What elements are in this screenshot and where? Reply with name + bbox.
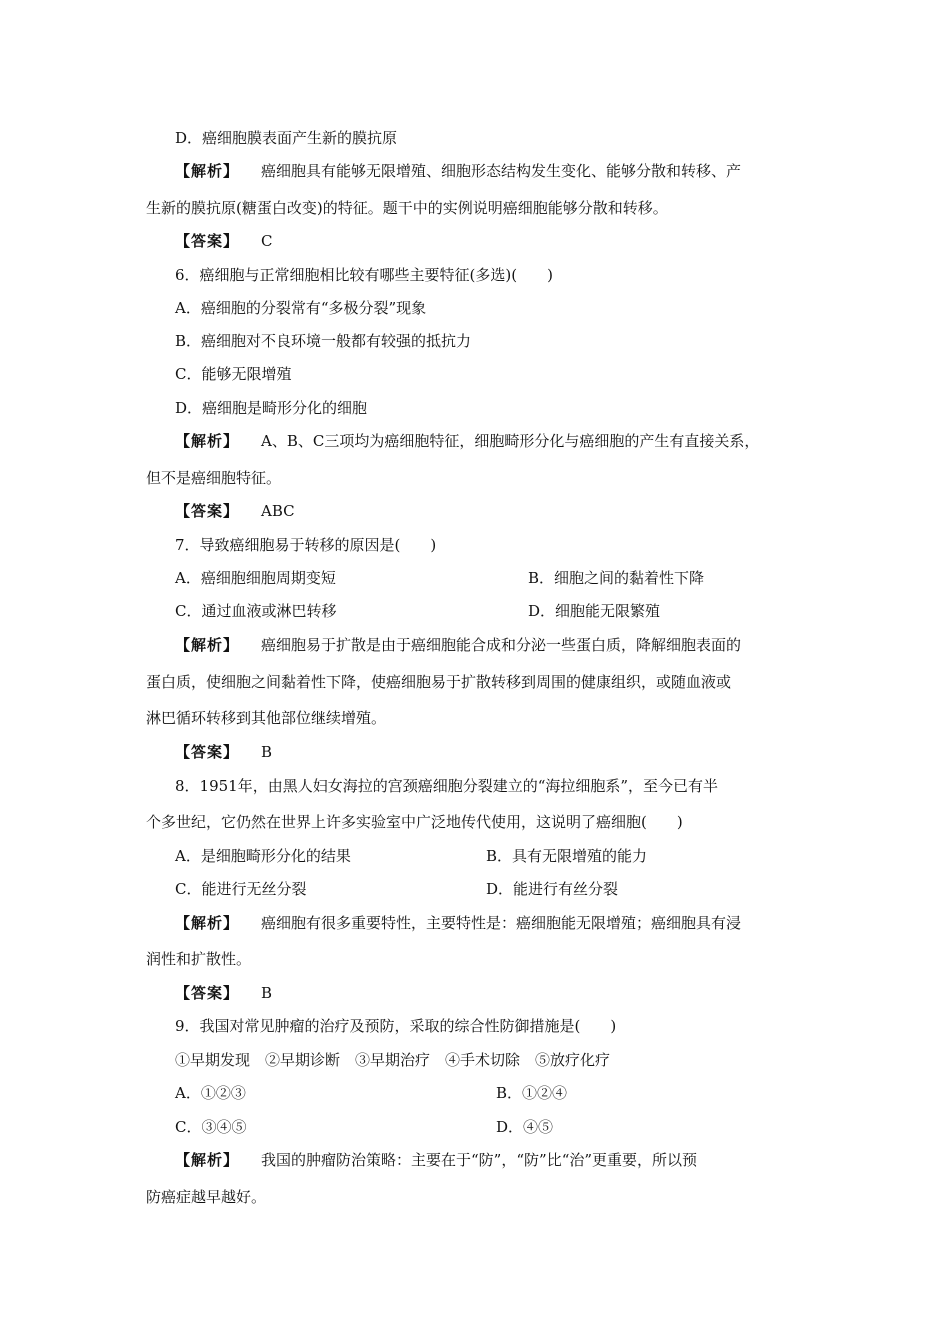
q9-items: ①早期发现 ②早期诊断 ③早期治疗 ④手术切除 ⑤放疗化疗 (175, 1051, 611, 1069)
q7-explanation-cont: 淋巴循环转移到其他部位继续增殖。 (146, 709, 387, 727)
answer-value: B (261, 984, 273, 1002)
answer-value: C (261, 232, 273, 250)
q8-explanation-cont: 润性和扩散性。 (146, 950, 252, 968)
q7-option-a: A．癌细胞细胞周期变短 (175, 569, 336, 587)
explanation-tag: 【解析】 (175, 432, 240, 450)
q8-stem: 8．1951年，由黑人妇女海拉的宫颈癌细胞分裂建立的“海拉细胞系”，至今已有半 (175, 777, 719, 795)
q7-option-d: D．细胞能无限繁殖 (528, 602, 661, 620)
q8-explanation (175, 913, 741, 933)
q8-option-c: C．能进行无丝分裂 (175, 880, 307, 898)
q9-option-d: D．④⑤ (496, 1118, 554, 1136)
q6-answer (175, 501, 295, 521)
answer-tag: 【答案】 (175, 502, 240, 520)
q5-explanation-cont: 生新的膜抗原(糖蛋白改变)的特征。题干中的实例说明癌细胞能够分散和转移。 (146, 199, 668, 217)
answer-tag: 【答案】 (175, 743, 240, 761)
q7-option-c: C．通过血液或淋巴转移 (175, 602, 337, 620)
q7-answer (175, 742, 272, 762)
q8-option-d: D．能进行有丝分裂 (486, 880, 619, 898)
q6-explanation-cont: 但不是癌细胞特征。 (146, 469, 282, 487)
q9-explanation (175, 1150, 697, 1170)
answer-value: B (261, 743, 273, 761)
answer-value: ABC (261, 502, 295, 520)
answer-tag: 【答案】 (175, 984, 240, 1002)
q8-stem-cont: 个多世纪，它仍然在世界上许多实验室中广泛地传代使用，这说明了癌细胞( ) (146, 813, 683, 831)
q7-explanation (175, 635, 741, 655)
answer-tag: 【答案】 (175, 232, 240, 250)
q7-option-b: B．细胞之间的黏着性下降 (528, 569, 705, 587)
explanation-text: 癌细胞易于扩散是由于癌细胞能合成和分泌一些蛋白质，降解细胞表面的 (261, 636, 742, 654)
q6-stem: 6．癌细胞与正常细胞相比较有哪些主要特征(多选)( ) (175, 266, 553, 284)
explanation-tag: 【解析】 (175, 636, 240, 654)
q9-explanation-cont: 防癌症越早越好。 (146, 1188, 267, 1206)
q5-answer (175, 231, 273, 251)
explanation-tag: 【解析】 (175, 162, 240, 180)
explanation-text: A、B、C三项均为癌细胞特征，细胞畸形分化与癌细胞的产生有直接关系， (261, 432, 760, 450)
explanation-tag: 【解析】 (175, 914, 240, 932)
q6-option-c: C．能够无限增殖 (175, 365, 292, 383)
q9-stem: 9．我国对常见肿瘤的治疗及预防，采取的综合性防御措施是( ) (175, 1017, 617, 1035)
q8-answer (175, 983, 272, 1003)
q7-stem: 7．导致癌细胞易于转移的原因是( ) (175, 536, 437, 554)
q6-option-a: A．癌细胞的分裂常有“多极分裂”现象 (175, 299, 427, 317)
q9-option-c: C．③④⑤ (175, 1118, 247, 1136)
q9-option-b: B．①②④ (496, 1084, 568, 1102)
explanation-text: 癌细胞具有能够无限增殖、细胞形态结构发生变化、能够分散和转移、产 (261, 162, 742, 180)
q5-option-d: D．癌细胞膜表面产生新的膜抗原 (175, 129, 398, 147)
q6-option-d: D．癌细胞是畸形分化的细胞 (175, 399, 368, 417)
q8-option-b: B．具有无限增殖的能力 (486, 847, 648, 865)
q8-option-a: A．是细胞畸形分化的结果 (175, 847, 351, 865)
q9-option-a: A．①②③ (175, 1084, 246, 1102)
explanation-text: 癌细胞有很多重要特性，主要特性是：癌细胞能无限增殖；癌细胞具有浸 (261, 914, 742, 932)
q7-explanation-cont: 蛋白质，使细胞之间黏着性下降，使癌细胞易于扩散转移到周围的健康组织，或随血液或 (146, 673, 732, 691)
explanation-tag: 【解析】 (175, 1151, 240, 1169)
q5-explanation (175, 161, 741, 181)
explanation-text: 我国的肿瘤防治策略：主要在于“防”，“防”比“治”更重要，所以预 (261, 1151, 698, 1169)
q6-explanation (175, 431, 759, 451)
q6-option-b: B．癌细胞对不良环境一般都有较强的抵抗力 (175, 332, 472, 350)
